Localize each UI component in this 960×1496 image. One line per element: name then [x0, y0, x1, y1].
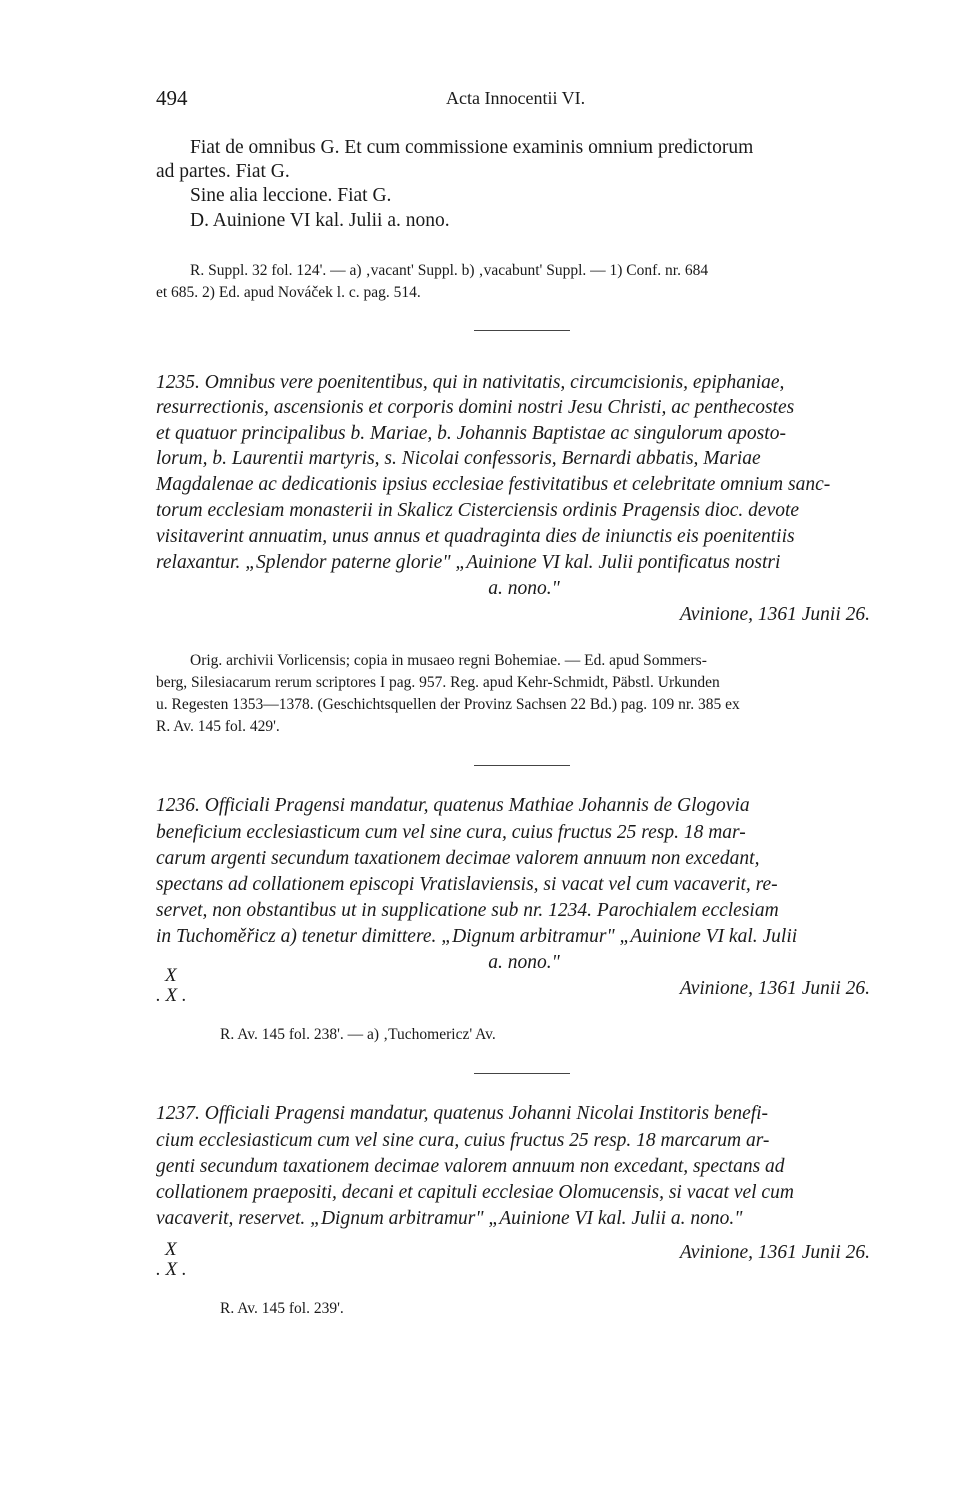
- entry-closing: a. nono.": [488, 578, 560, 599]
- entry-notes-line: R. Av. 145 fol. 239'.: [220, 1300, 344, 1317]
- entry-text-line: visitaverint annuatim, unus annus et quadraginta dies de iniunctis eis poenitentiis: [156, 526, 795, 547]
- entry-closing: a. nono.": [488, 952, 560, 973]
- entry-text-line: genti secundum taxationem decimae valorem annuum non excedant, spectans ad: [156, 1156, 785, 1177]
- registry-mark: X: [165, 1239, 177, 1260]
- entry-text-line: et quatuor principalibus b. Mariae, b. Johannis Baptistae ac singulorum aposto-: [156, 423, 786, 444]
- registry-mark: X: [165, 965, 177, 986]
- entry-text-line: collationem praepositi, decani et capituli ecclesiae Olomucensis, si vacat vel cum: [156, 1182, 794, 1203]
- page-number: 494: [156, 86, 188, 110]
- registry-mark: . X .: [156, 1259, 187, 1280]
- registry-mark: . X .: [156, 985, 187, 1006]
- prev-entry-notes: et 685. 2) Ed. apud Nováček l. c. pag. 514.: [156, 284, 421, 301]
- section-divider: [474, 330, 570, 331]
- entry-notes-line: R. Av. 145 fol. 429'.: [156, 718, 280, 735]
- prev-entry-line: Fiat de omnibus G. Et cum commissione examinis omnium predictorum: [190, 137, 754, 158]
- entry-text-line: torum ecclesiam monasterii in Skalicz Cisterciensis ordinis Pragensis dioc. devote: [156, 500, 800, 521]
- entry-text-line: lorum, b. Laurentii martyris, s. Nicolai confessoris, Bernardi abbatis, Mariae: [156, 448, 761, 469]
- running-title: Acta Innocentii VI.: [446, 88, 586, 108]
- entry-notes-line: R. Av. 145 fol. 238'. — a) ‚Tuchomericz' Av.: [220, 1026, 496, 1043]
- entry-notes-line: berg, Silesiacarum rerum scriptores I pag. 957. Reg. apud Kehr-Schmidt, Päbstl. Urkunden: [156, 674, 720, 691]
- entry-text-line: spectans ad collationem episcopi Vratislaviensis, si vacat vel cum vacaverit, re-: [156, 874, 778, 895]
- prev-entry-notes: R. Suppl. 32 fol. 124'. — a) ‚vacant' Suppl. b) ‚vacabunt' Suppl. — 1) Conf. nr. 684: [190, 262, 709, 279]
- entry-dateline: Avinione, 1361 Junii 26.: [679, 1242, 870, 1263]
- entry-dateline: Avinione, 1361 Junii 26.: [679, 604, 870, 625]
- section-divider: [474, 1073, 570, 1074]
- entry-text-line: Officiali Pragensi mandatur, quatenus Mathiae Johannis de Glogovia: [204, 795, 750, 816]
- section-divider: [474, 765, 570, 766]
- entry-first-line: [156, 1103, 768, 1125]
- entry-text-line: Officiali Pragensi mandatur, quatenus Johanni Nicolai Institoris benefi-: [204, 1103, 769, 1124]
- entry-text-line: Omnibus vere poenitentibus, qui in nativitatis, circumcisionis, epiphaniae,: [204, 372, 785, 393]
- prev-entry-line: Sine alia leccione. Fiat G.: [190, 185, 392, 206]
- entry-number: 1237.: [156, 1103, 200, 1124]
- entry-text-line: vacaverit, reservet. „Dignum arbitramur" „Auinione VI kal. Julii a. nono.": [156, 1208, 743, 1229]
- prev-entry-line: D. Auinione VI kal. Julii a. nono.: [190, 210, 450, 231]
- entry-notes-line: u. Regesten 1353—1378. (Geschichtsquellen der Provinz Sachsen 22 Bd.) pag. 109 nr. 385 ex: [156, 696, 740, 713]
- entry-text-line: in Tuchoměřicz a) tenetur dimittere. „Dignum arbitramur" „Auinione VI kal. Julii: [156, 926, 798, 947]
- entry-notes-line: Orig. archivii Vorlicensis; copia in musaeo regni Bohemiae. — Ed. apud Sommers-: [190, 652, 707, 669]
- entry-number: 1235.: [156, 372, 200, 393]
- entry-text-line: carum argenti secundum taxationem decimae valorem annuum non excedant,: [156, 848, 760, 869]
- entry-number: 1236.: [156, 795, 200, 816]
- entry-text-line: relaxantur. „Splendor paterne glorie" „Auinione VI kal. Julii pontificatus nostri: [156, 552, 781, 573]
- entry-text-line: resurrectionis, ascensionis et corporis domini nostri Jesu Christi, ac penthecostes: [156, 397, 795, 418]
- entry-first-line: [156, 372, 784, 394]
- prev-entry-line: ad partes. Fiat G.: [156, 161, 290, 182]
- entry-text-line: servet, non obstantibus ut in supplicatione sub nr. 1234. Parochialem ecclesiam: [156, 900, 779, 921]
- entry-text-line: beneficium ecclesiasticum cum vel sine cura, cuius fructus 25 resp. 18 mar-: [156, 822, 746, 843]
- entry-dateline: Avinione, 1361 Junii 26.: [679, 978, 870, 999]
- entry-text-line: Magdalenae ac dedicationis ipsius ecclesiae festivitatibus et celebritate omnium sanc-: [156, 474, 831, 495]
- entry-text-line: cium ecclesiasticum cum vel sine cura, cuius fructus 25 resp. 18 marcarum ar-: [156, 1130, 770, 1151]
- entry-first-line: [156, 795, 750, 817]
